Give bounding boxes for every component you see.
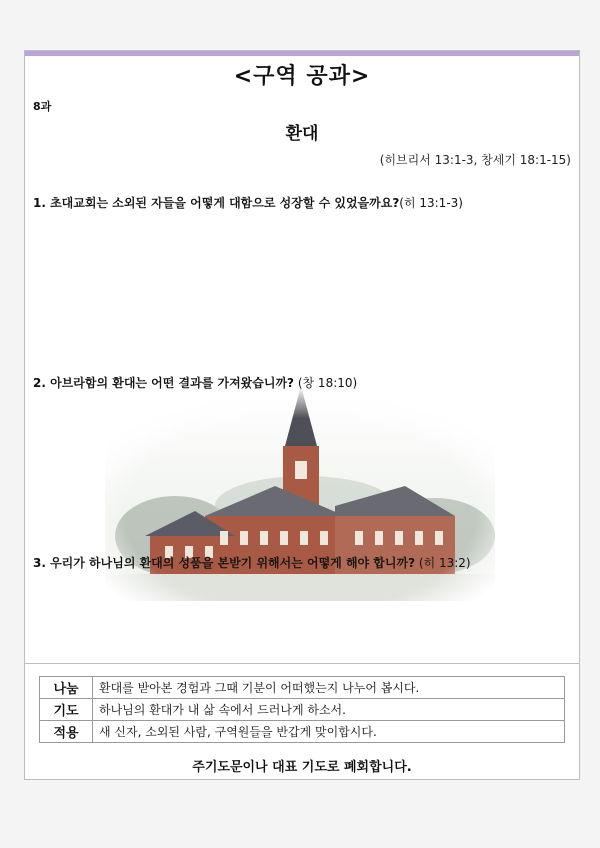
question-3-text: 3. 우리가 하나님의 환대의 성품을 본받기 위해서는 어떻게 해야 합니까? xyxy=(33,556,416,570)
sharing-label: 나눔 xyxy=(40,677,93,699)
lesson-number: 8과 xyxy=(33,100,52,113)
closing-instruction: 주기도문이나 대표 기도로 폐회합니다. xyxy=(192,760,412,775)
question-1-ref: (히 13:1-3) xyxy=(399,196,463,210)
question-2 xyxy=(33,373,569,393)
application-table xyxy=(39,676,565,743)
table-row xyxy=(40,677,565,699)
page-title: <구역 공과> xyxy=(233,64,371,89)
question-3-ref: (히 13:2) xyxy=(418,556,471,570)
prayer-text: 하나님의 환대가 내 삶 속에서 드러나게 하소서. xyxy=(93,699,565,721)
top-accent-bar xyxy=(25,51,579,56)
question-3 xyxy=(33,553,569,573)
worksheet-page xyxy=(24,50,580,780)
prayer-label: 기도 xyxy=(40,699,93,721)
question-1 xyxy=(33,193,569,213)
question-2-text: 2. 아브라함의 환대는 어떤 결과를 가져왔습니까? xyxy=(33,376,295,390)
table-row xyxy=(40,699,565,721)
sharing-text: 환대를 받아본 경험과 그때 기분이 어떠했는지 나누어 봅시다. xyxy=(93,677,565,699)
lesson-subject: 환대 xyxy=(285,124,319,144)
table-row xyxy=(40,721,565,743)
question-2-ref: (창 18:10) xyxy=(297,376,358,390)
application-section xyxy=(25,663,579,782)
apply-label: 적용 xyxy=(40,721,93,743)
scripture-reference: (히브리서 13:1-3, 창세기 18:1-15) xyxy=(379,153,571,167)
apply-text: 새 신자, 소외된 사람, 구역원들을 반갑게 맞이합시다. xyxy=(93,721,565,743)
question-1-text: 1. 초대교회는 소외된 자들을 어떻게 대함으로 성장할 수 있었을까요? xyxy=(33,196,400,210)
